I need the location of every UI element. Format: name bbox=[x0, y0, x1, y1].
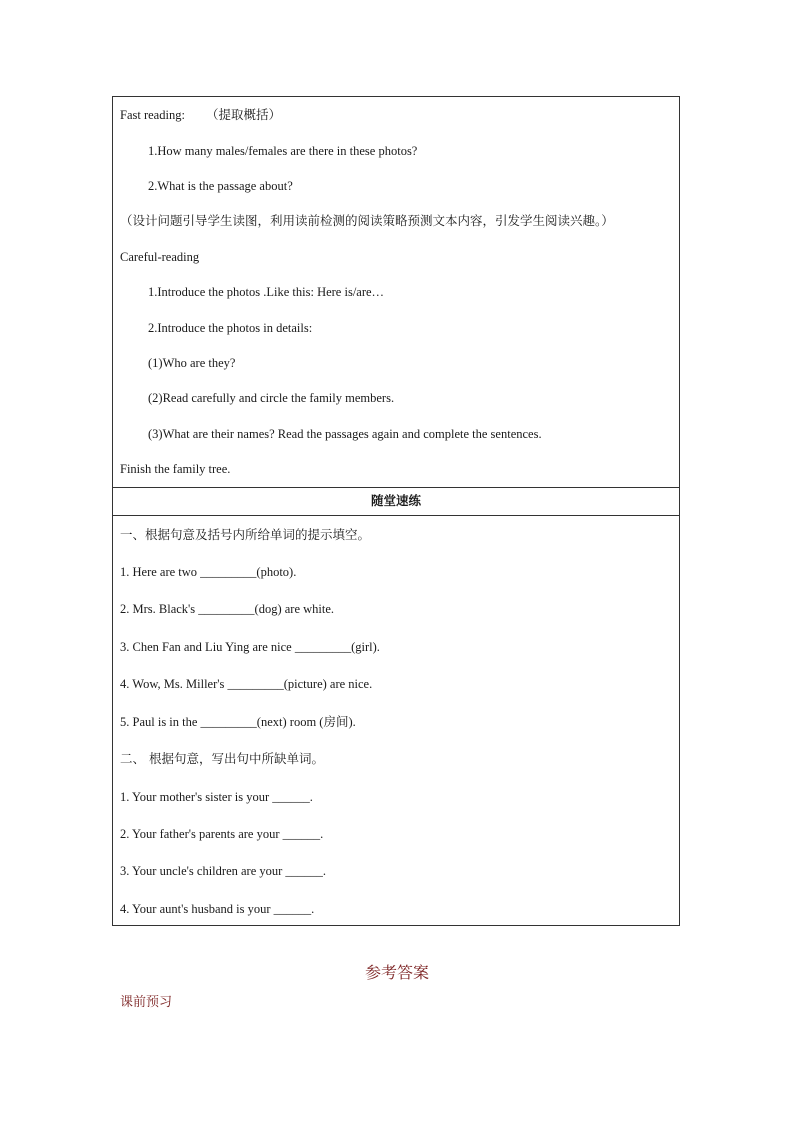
part2-title: 二、 根据句意，写出句中所缺单词。 bbox=[120, 751, 324, 766]
design-note: （设计问题引导学生读图，利用读前检测的阅读策略预测文本内容，引发学生阅读兴趣。） bbox=[120, 213, 614, 228]
fast-reading-question-2: 2.What is the passage about? bbox=[148, 179, 293, 193]
fast-reading-label: Fast reading: bbox=[120, 108, 185, 122]
part2-item-2: 2. Your father's parents are your ______. bbox=[120, 827, 324, 841]
part1-item-5: 5. Paul is in the _________(next) room (房间). bbox=[120, 715, 356, 729]
careful-reading-label: Careful-reading bbox=[120, 250, 200, 264]
row-divider bbox=[113, 515, 679, 516]
careful-reading-subitem-1: (1)Who are they? bbox=[148, 356, 236, 370]
part2-item-1: 1. Your mother's sister is your ______. bbox=[120, 790, 313, 804]
answer-section-label: 课前预习 bbox=[120, 995, 173, 1010]
part1-title: 一、根据句意及括号内所给单词的提示填空。 bbox=[120, 527, 371, 542]
careful-reading-subitem-2: (2)Read carefully and circle the family members. bbox=[148, 391, 395, 405]
finish-family-tree: Finish the family tree. bbox=[120, 462, 231, 476]
practice-header: 随堂速练 bbox=[370, 493, 421, 508]
part1-item-1: 1. Here are two _________(photo). bbox=[120, 565, 297, 579]
part1-item-2: 2. Mrs. Black's _________(dog) are white. bbox=[120, 602, 335, 616]
part2-item-4: 4. Your aunt's husband is your ______. bbox=[120, 902, 315, 916]
lesson-table bbox=[112, 96, 680, 926]
careful-reading-item-2: 2.Introduce the photos in details: bbox=[148, 321, 313, 335]
careful-reading-item-1: 1.Introduce the photos .Like this: Here is/are… bbox=[148, 285, 385, 299]
part1-item-4: 4. Wow, Ms. Miller's _________(picture) are nice. bbox=[120, 677, 373, 691]
fast-reading-line bbox=[120, 107, 281, 123]
fast-reading-note: （提取概括） bbox=[206, 107, 282, 122]
part1-item-3: 3. Chen Fan and Liu Ying are nice _________(girl). bbox=[120, 640, 380, 654]
answer-title: 参考答案 bbox=[364, 963, 429, 982]
fast-reading-question-1: 1.How many males/females are there in these photos? bbox=[148, 144, 418, 158]
careful-reading-subitem-3: (3)What are their names? Read the passages again and complete the sentences. bbox=[148, 427, 542, 441]
part2-item-3: 3. Your uncle's children are your ______. bbox=[120, 864, 327, 878]
